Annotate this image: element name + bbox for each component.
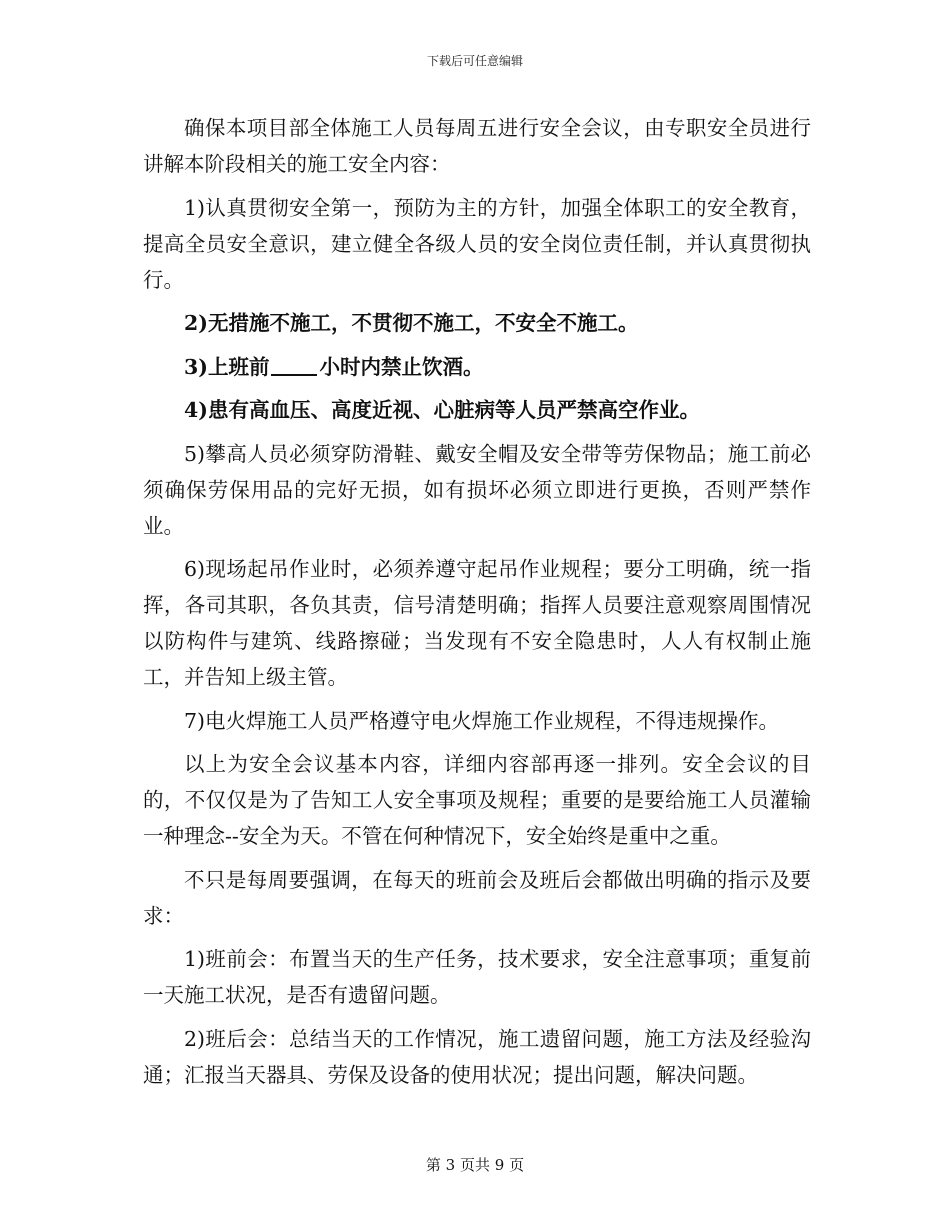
paragraph-item-6: 6)现场起吊作业时，必须养遵守起吊作业规程；要分工明确，统一指挥，各司其职，各负其责，信号清楚明确；指挥人员要注意观察周围情况以防构件与建筑、线路擦碰；当发现有不安全隐患时，人人有权制止施工，并告知上级主管。	[143, 557, 811, 689]
document-body	[143, 110, 811, 1100]
paragraph-item-3	[143, 349, 811, 385]
paragraph-post-shift: 2)班后会：总结当天的工作情况，施工遗留问题，施工方法及经验沟通；汇报当天器具、劳保及设备的使用状况；提出问题，解决问题。	[143, 1026, 811, 1087]
paragraph-intro: 确保本项目部全体施工人员每周五进行安全会议，由专职安全员进行讲解本阶段相关的施工安全内容：	[143, 116, 811, 176]
paragraph-item-2: 2)无措施不施工，不贯彻不施工，不安全不施工。	[184, 311, 639, 335]
paragraph-pre-shift: 1)班前会：布置当天的生产任务，技术要求，安全注意事项；重复前一天施工状况，是否有遗留问题。	[143, 947, 811, 1007]
fill-in-blank	[271, 356, 317, 376]
page-number: 第 3 页共 9 页	[425, 1156, 525, 1174]
paragraph-item-5: 5)攀高人员必须穿防滑鞋、戴安全帽及安全带等劳保物品；施工前必须确保劳保用品的完好无损，如有损坏必须立即进行更换，否则严禁作业。	[143, 441, 811, 538]
paragraph-item-4: 4)患有高血压、高度近视、心脏病等人员严禁高空作业。	[184, 398, 700, 422]
paragraph-item-7: 7)电火焊施工人员严格遵守电火焊施工作业规程，不得违规操作。	[184, 708, 780, 733]
item-3-text-after: 小时内禁止饮酒。	[319, 354, 484, 379]
page-header: 下载后可任意编辑	[426, 54, 523, 68]
paragraph-daily-intro: 不只是每周要强调，在每天的班前会及班后会都做出明确的指示及要求：	[143, 867, 811, 928]
paragraph-summary: 以上为安全会议基本内容，详细内容部再逐一排列。安全会议的目的，不仅仅是为了告知工人安全事项及规程；重要的是要给施工人员灌输一种理念--安全为天。不管在何种情况下，安全始终是重中之重。	[143, 752, 811, 848]
paragraph-item-1: 1)认真贯彻安全第一，预防为主的方针，加强全体职工的安全教育，提高全员安全意识，建立健全各级人员的安全岗位责任制，并认真贯彻执行。	[143, 195, 811, 292]
item-3-text-before: 3)上班前	[184, 354, 270, 379]
